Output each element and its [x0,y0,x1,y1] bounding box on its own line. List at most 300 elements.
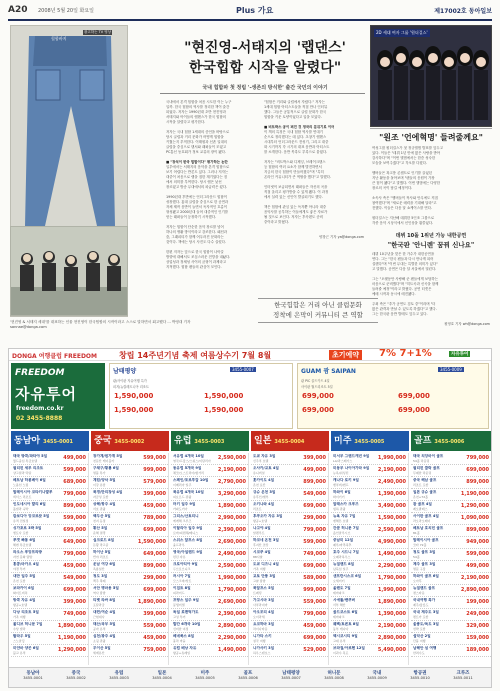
listing-subtitle: 트레킹 [253,591,262,595]
listing-title: 뉴질랜드 골프 [413,586,436,590]
listing-subtitle: 에게해 크루즈 [173,519,192,523]
listing-title: 터키 일주 9일 [173,502,196,506]
region-tab-china[interactable] [91,431,169,451]
listing-row[interactable] [331,561,408,573]
listing-subtitle: 공자 유적 [93,627,106,631]
listing-price: 2,490,000 [217,551,246,557]
listing-row[interactable] [411,465,491,477]
listing-row[interactable] [171,609,248,621]
listing-row[interactable] [11,525,88,537]
listing-row[interactable] [91,477,168,489]
contact-tel: 3455-0004 [152,676,172,680]
page-header [8,5,492,19]
listing-row[interactable] [251,609,328,621]
listing-row[interactable] [411,597,491,609]
listing-row[interactable] [331,489,408,501]
contact-tel: 3455-0010 [410,676,430,680]
listing-row[interactable] [11,513,88,525]
region-header-row [11,431,491,451]
listing-title: 하코네 온천 3일 [253,538,279,542]
listing-row[interactable] [411,489,491,501]
listing-row[interactable] [411,633,491,645]
listing-title: 러시아 7일 [173,574,191,578]
listing-row[interactable] [11,621,88,633]
listing-row[interactable] [171,465,248,477]
listing-subtitle: 라오라오베이 [413,519,431,523]
listing-row[interactable] [91,489,168,501]
listing-price: 499,000 [466,563,489,569]
listing-subtitle: 카파도키아 [173,507,188,511]
listing-row[interactable] [331,633,408,645]
listing-row[interactable] [411,621,491,633]
listing-price: 459,000 [303,623,326,629]
listing-title: 멕시코시티 9일 [333,634,358,638]
listing-row[interactable] [171,585,248,597]
listing-row[interactable] [171,549,248,561]
listing-row[interactable] [251,477,328,489]
listing-title: 청도 골프 3일 [413,550,436,554]
listing-row[interactable] [11,633,88,645]
listing-title: 도쿄 자유 3일 [253,454,276,458]
listing-title: 구채구/황룡 6일 [93,466,119,470]
listing-row[interactable] [251,513,328,525]
listing-price: 559,000 [303,599,326,605]
region-phone: 3455-0003 [194,439,225,445]
listing-price: 599,000 [466,551,489,557]
listing-price: 249,000 [466,611,489,617]
listing-subtitle: 고성 투어 [173,615,186,619]
listing-row[interactable] [331,513,408,525]
listing-row[interactable] [251,573,328,585]
contact-name: 미주 [200,671,210,676]
listing-price: 1,590,000 [377,515,406,521]
listing-column-americas [331,453,409,665]
region-tab-americas[interactable] [331,431,409,451]
listing-row[interactable] [251,501,328,513]
sidebar-headline: "원조 '언에혁명' 들려줄께요" [379,132,483,142]
listing-price: 1,890,000 [57,623,86,629]
listing-row[interactable] [91,633,168,645]
listing-title: 서유럽 4개국 10일 [173,454,204,458]
listing-row[interactable] [411,585,491,597]
listing-row[interactable] [91,573,168,585]
listing-row[interactable] [251,537,328,549]
contact-name: 허니문 [327,671,341,676]
listing-price: 2,390,000 [217,611,246,617]
listing-column-southeast-asia [11,453,89,665]
listing-row[interactable] [331,573,408,585]
contact-tel: 3455-0002 [66,676,86,680]
listing-row[interactable] [11,501,88,513]
listing-subtitle: 동부 캐나다 [333,627,349,631]
listing-subtitle: 가족 여행 [253,567,266,571]
headline-line-1: "현진영-서태지의 '랩댄스' [184,40,346,56]
listing-row[interactable] [411,561,491,573]
quote-line-1: 한국힙합은 거리 아닌 클럽문화 [274,301,362,309]
listing-price: 799,000 [63,491,86,497]
listing-row[interactable] [251,549,328,561]
sidebar-body-2: 데뷔 10주년을 맞은 한 가수가 내한공연을 연다. 그는 "한국 팬들과 다시 만나게 되어 설렌다"며 "이번 무대는 특별한 의미가 있다" 고 말했다. 공연은 다음 달 서울에서 열린다. 그는 "오랫동안 사랑해 준 팬들에게 보답하는 마음으로 준비했다"며 "히트곡과 신곡을 함께 들려줄 예정"이라고 밝혔다. 공연 티켓은 예매 시작과 동시에 매진됐다. 주최 측은 "추가 공연도 검토 중"이라며 "더 많은 관객과 만날 수 있도록 하겠다"고 했다. 그는 한국판 음반 발매도 앞두고 있다. 원영호 기자 wh@donga.com [372,252,490,326]
listing-row[interactable] [11,597,88,609]
listing-row[interactable] [411,513,491,525]
listing-row[interactable] [411,525,491,537]
group-photo [10,226,128,316]
listing-title: 서안 병마용 5일 [93,586,119,590]
listing-row[interactable] [91,645,168,657]
listing-row[interactable] [331,453,408,465]
listing-subtitle: 항공+호텔 [253,519,268,523]
sidebar-photo [370,25,492,127]
listing-title: 교토 단풍 3일 [253,574,276,578]
listing-price: 329,000 [466,623,489,629]
listing-subtitle: 온천+72홀 [413,495,429,499]
listing-subtitle: 무제한 라운딩 [413,471,432,475]
listing-price: 549,000 [63,575,86,581]
listing-column-china [91,453,169,665]
listing-price: 3,290,000 [217,491,246,497]
listing-row[interactable] [11,537,88,549]
listing-row[interactable] [251,633,328,645]
contact-cell[interactable] [400,670,440,680]
listing-subtitle: 융프라우 [173,543,185,547]
listing-row[interactable] [171,573,248,585]
region-tab-golf[interactable] [411,431,491,451]
listing-price: 1,490,000 [377,551,406,557]
region-phone: 3455-0001 [43,439,74,445]
article-subhead: 국내 힙합파 첫 정립 '-생존의 방식한' 출간 국민의 이야기 [202,85,328,91]
listing-row[interactable] [251,645,328,657]
search-badge: 자유투어 [451,352,469,357]
listing-subtitle: 신비한 여정 [173,627,189,631]
listing-row[interactable] [331,597,408,609]
listing-title: 제주 골프 3일 [413,562,436,566]
ad-top-banner [9,349,492,361]
listing-title: 라오스 루앙프라방 [13,550,43,554]
listing-row[interactable] [91,513,168,525]
listing-subtitle: 맥주 축제 [93,579,106,583]
listing-title: 브라질/아르헨 12일 [333,646,365,650]
listing-subtitle: 세계유산 [93,651,105,655]
listing-subtitle: 유후인/벳부 [253,495,269,499]
listing-subtitle: 오이라세 [253,615,265,619]
listing-row[interactable] [171,561,248,573]
listing-row[interactable] [91,621,168,633]
contact-cell[interactable] [56,670,96,680]
listing-row[interactable] [91,537,168,549]
listing-price: 459,000 [143,503,166,509]
region-name: 일본 [254,436,272,446]
listing-row[interactable] [11,465,88,477]
listing-title: 울릉도/독도 3일 [413,622,439,626]
listing-row[interactable] [11,645,88,657]
article-byline: 양창근 기자 ya@donga.com [319,235,364,239]
listing-row[interactable] [91,501,168,513]
listing-title: 사이판 골프 4일 [413,514,439,518]
product-price-3: 1,590,000 [114,406,154,414]
listing-row[interactable] [11,453,88,465]
ad-bottom-contacts [9,667,492,688]
listing-title: 대만 일주 5일 [13,574,36,578]
listing-subtitle: 돈황 막고굴 [93,543,109,547]
listing-price: 2,190,000 [217,467,246,473]
contact-cell[interactable] [314,670,354,680]
listing-subtitle: 천지 등정 [93,519,106,523]
listing-subtitle: 모스크바/상트 [173,579,192,583]
page-number: A20 [8,5,28,15]
contact-cell[interactable] [142,670,182,680]
listing-title: 필리핀 클락 골프 [413,466,440,470]
listing-row[interactable] [171,633,248,645]
listing-subtitle: 이강 유람 [93,483,106,487]
listing-row[interactable] [11,489,88,501]
listing-row[interactable] [11,561,88,573]
listing-subtitle: 한려수도 [413,651,425,655]
listing-subtitle: 서부 해안 [333,603,346,607]
listing-column-golf [411,453,491,665]
discount-badge: 7% 7+1% [379,348,432,359]
listing-subtitle: 54홀 라운딩 [413,459,430,463]
listing-row[interactable] [171,477,248,489]
pull-quote [258,300,378,320]
listing-price: 699,000 [303,563,326,569]
listing-price: 2,590,000 [217,455,246,461]
listing-price: 799,000 [303,611,326,617]
listing-price: 589,000 [303,575,326,581]
listing-row[interactable] [251,525,328,537]
listing-row[interactable] [331,645,408,657]
listing-row[interactable] [91,465,168,477]
listing-row[interactable] [331,501,408,513]
listing-subtitle: 천문산 케이블카 [93,459,115,463]
listing-title: 괌 골프 4일 [413,502,432,506]
listing-subtitle: 자금성 포함 [93,495,109,499]
ad-slogan: 창립 14주년기념 축제 여름상수기 7월 8월 [119,351,272,360]
listing-row[interactable] [411,501,491,513]
listing-row[interactable] [171,537,248,549]
listing-price: 599,000 [63,467,86,473]
listing-row[interactable] [11,609,88,621]
listing-subtitle: 와이키키 [333,495,345,499]
freedom-main: 자유투어 [15,385,77,403]
listing-price: 899,000 [303,479,326,485]
listing-price: 559,000 [143,623,166,629]
listing-price: 459,000 [63,563,86,569]
listing-row[interactable] [251,453,328,465]
listing-row[interactable] [91,525,168,537]
listing-title: 오사카/교토 4일 [253,466,279,470]
listing-price: 649,000 [143,551,166,557]
listing-row[interactable] [251,585,328,597]
quote-rule-top [258,298,378,299]
listing-subtitle: 싼야 리조트 [93,555,109,559]
contact-name: 항공권 [413,671,427,676]
listing-subtitle: 알펜루트 [253,531,265,535]
listing-price: 649,000 [63,539,86,545]
listing-title: 베트남 호치민 골프 [413,526,444,530]
listing-row[interactable] [91,549,168,561]
listing-subtitle: 노옵션 노팁 [13,483,29,487]
freedom-brand: FREEDOM [15,368,65,378]
listing-row[interactable] [411,453,491,465]
listing-title: 니가타 스키 [253,634,272,638]
listing-price: 599,000 [143,455,166,461]
listing-price: 1,190,000 [57,635,86,641]
listing-row[interactable] [331,585,408,597]
listing-subtitle: 남북섬 일주 [333,567,349,571]
region-phone: 3455-0004 [274,439,305,445]
listing-row[interactable] [91,453,168,465]
listing-row[interactable] [411,573,491,585]
listing-price: 2,190,000 [460,575,489,581]
listing-price: 2,590,000 [377,527,406,533]
listing-row[interactable] [171,621,248,633]
listing-row[interactable] [171,489,248,501]
listing-title: 몰디브 허니문 7일 [13,622,43,626]
listing-row[interactable] [331,465,408,477]
region-tab-japan[interactable] [251,431,329,451]
contact-name: 중국 [71,671,81,676]
contact-name: 국내 [372,671,382,676]
contact-tel: 3455-0006 [238,676,258,680]
listing-title: 태산/곡부 5일 [93,622,116,626]
listing-price: 799,000 [466,455,489,461]
listing-row[interactable] [251,621,328,633]
listing-title: 시코쿠 4일 [253,550,271,554]
listing-subtitle: 가족 여행 [13,615,26,619]
listing-title: 말레이시아 골프 [413,538,439,542]
listing-price: 2,890,000 [460,587,489,593]
listing-subtitle: 몽생미셸 [173,603,185,607]
listing-price: 699,000 [143,527,166,533]
listing-title: 이집트 8일 [173,586,191,590]
listing-row[interactable] [91,561,168,573]
listing-row[interactable] [11,573,88,585]
listing-row[interactable] [251,465,328,477]
listing-title: 올랜도 7일 [333,586,351,590]
quote-rule-bottom [258,322,378,323]
listing-subtitle: 뉴욕/워싱턴 [333,471,349,475]
masthead: 제17002호 동아일보 [434,8,492,15]
listing-row[interactable] [251,489,328,501]
listing-price: 1,990,000 [377,455,406,461]
listing-subtitle: 영국/프랑스/스위스/이탈리아 [173,459,211,463]
listing-subtitle: 넥서스 리조트 [13,495,32,499]
travel-advertisement [8,348,492,688]
listing-subtitle: 고찰 탐방 [253,579,266,583]
listing-row[interactable] [331,621,408,633]
region-name: 골프 [414,436,432,446]
listing-subtitle: 테마파크 [333,591,345,595]
listing-subtitle: LA/라스베가스 [333,459,353,463]
contact-name: 남태평양 [282,671,300,676]
listing-subtitle: 88사찰 [253,555,263,559]
listing-row[interactable] [11,549,88,561]
listing-price: 299,000 [303,515,326,521]
listing-row[interactable] [251,561,328,573]
contact-cell[interactable] [185,670,225,680]
listing-row[interactable] [331,525,408,537]
listing-title: 백두산 5일 [93,514,111,518]
listing-title: 동유럽 5개국 9일 [173,466,202,470]
listing-row[interactable] [171,513,248,525]
listing-title: 유럽 배낭 자유 [173,646,197,650]
listing-row[interactable] [331,549,408,561]
listing-subtitle: 온천 료칸 [253,483,266,487]
region-tab-southeast-asia[interactable] [11,431,89,451]
listing-row[interactable] [171,645,248,657]
listing-row[interactable] [411,645,491,657]
product-line-1: 괌/사이판 자유여행 특가 [113,379,147,383]
listing-row[interactable] [171,597,248,609]
listing-title: 그리스/산토리니 [173,514,199,518]
quote-line-2: 정착에 은막이 커뮤니티 큰 역할 [273,311,363,319]
listing-row[interactable] [411,549,491,561]
listing-price: 5,490,000 [377,647,406,653]
listing-subtitle: 월드중심 특급호텔 [13,459,38,463]
listing-row[interactable] [171,501,248,513]
listing-row[interactable] [251,597,328,609]
listing-row[interactable] [171,525,248,537]
listing-row[interactable] [331,477,408,489]
listing-title: 남해안 섬 여행 [413,646,437,650]
product-line-2: 사이판 월드리조트 5일 [301,385,333,389]
listing-title: 국내 제주도 3일 [413,610,439,614]
listing-subtitle: 포탈라궁 [93,603,105,607]
listing-price: 2,790,000 [217,479,246,485]
listing-title: 티벳 라싸 8일 [93,598,116,602]
listing-row[interactable] [11,585,88,597]
contact-cell[interactable] [271,670,311,680]
listing-title: 심천/광주 4일 [93,634,116,638]
contact-cell[interactable] [357,670,397,680]
listing-row[interactable] [91,609,168,621]
listing-subtitle: 단풍 여행 [413,639,426,643]
listing-subtitle: 두브로브니크 [173,567,191,571]
listing-subtitle: 항공+호텔 [13,603,28,607]
listing-row[interactable] [411,537,491,549]
contact-cell[interactable] [13,670,53,680]
listing-row[interactable] [171,453,248,465]
listing-subtitle: 올인클루시브 [333,531,351,535]
early-booking-badge: 초기예약 [329,350,362,360]
listing-row[interactable] [411,477,491,489]
listing-title: 싱가포르 3박 5일 [13,526,42,530]
listing-row[interactable] [91,597,168,609]
listing-row[interactable] [331,537,408,549]
listing-price: 749,000 [303,551,326,557]
listing-title: 칸쿤 허니문 7일 [333,526,359,530]
contact-cell[interactable] [443,670,483,680]
listing-subtitle: 고대 유적 [333,639,346,643]
region-name: 유럽 [174,436,192,446]
listing-title: 뉴질랜드 8일 [333,562,355,566]
region-tab-europe[interactable] [171,431,249,451]
listing-subtitle: 쇼핑 관광 [93,639,106,643]
contact-cell[interactable] [228,670,268,680]
listing-row[interactable] [11,477,88,489]
contact-cell[interactable] [99,670,139,680]
listing-row[interactable] [91,585,168,597]
listing-title: 북경/만리장성 4일 [93,490,123,494]
listing-title: 요코하마 3일 [253,622,275,626]
listing-row[interactable] [331,609,408,621]
listing-price: 1,990,000 [377,587,406,593]
listing-row[interactable] [411,609,491,621]
listing-price: 459,000 [143,635,166,641]
article-subtitle-1: ■ "장석이 한국 힙합이다" 평가하는 논란 [166,160,228,164]
listing-price: 4,990,000 [377,539,406,545]
listing-price: 1,290,000 [57,647,86,653]
